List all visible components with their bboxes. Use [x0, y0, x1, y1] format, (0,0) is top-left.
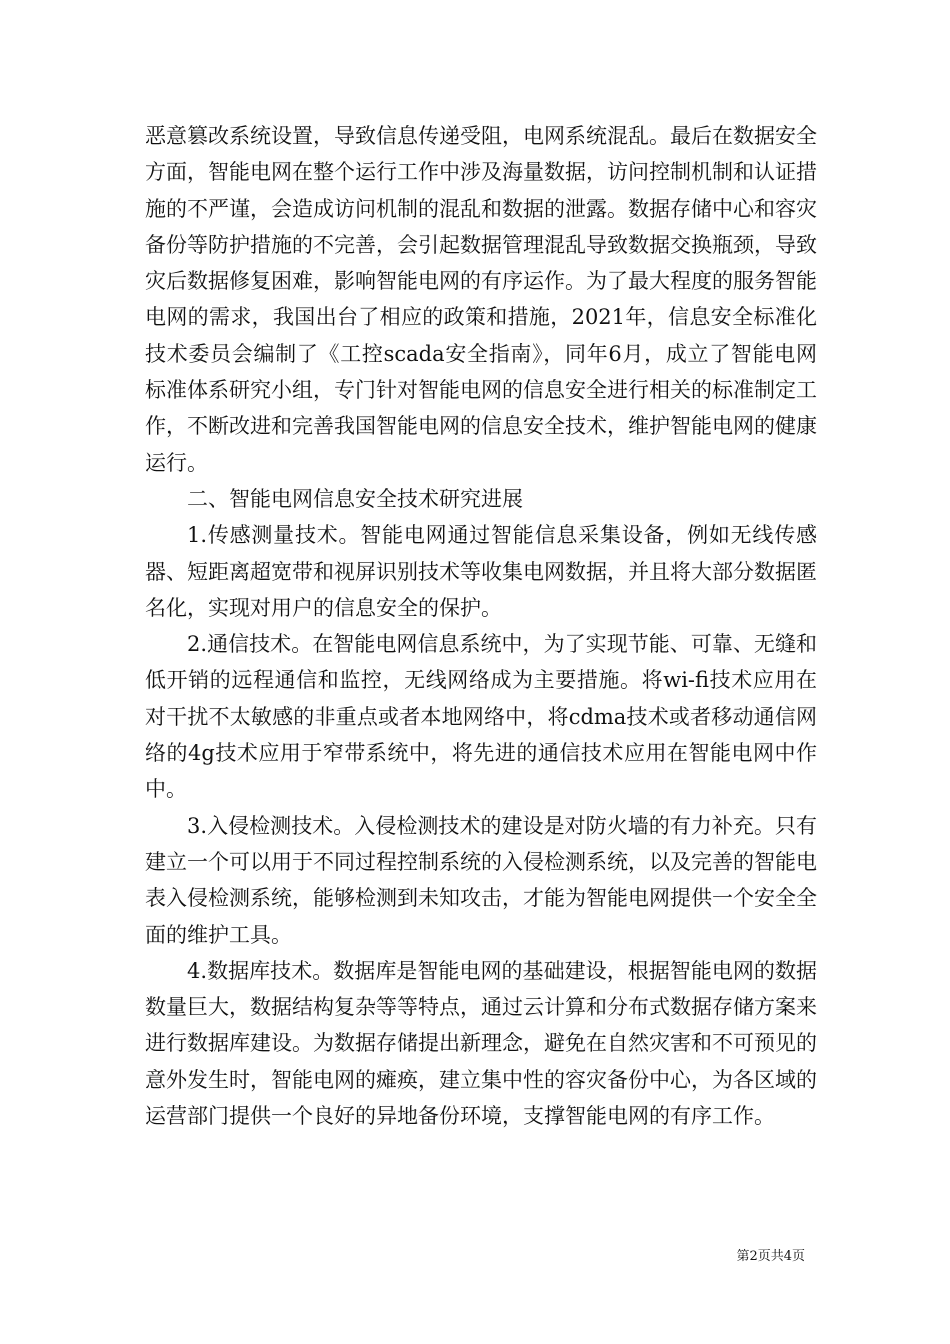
document-body — [145, 118, 817, 1134]
page-number: 第2页共4页 — [736, 1249, 805, 1264]
section-heading: 二、智能电网信息安全技术研究进展 — [187, 486, 523, 511]
paragraph-communication-tech: 2.通信技术。在智能电网信息系统中，为了实现节能、可靠、无缝和低开销的远程通信和监控，无线网络成为主要措施。将wi-fi技术应用在对干扰不太敏感的非重点或者本地网络中，将cdma技术或者移动通信网络的4g技术应用于窄带系统中，将先进的通信技术应用在智能电网中作中。 — [145, 632, 817, 802]
paragraph-intrusion-detection: 3.入侵检测技术。入侵检测技术的建设是对防火墙的有力补充。只有建立一个可以用于不同过程控制系统的入侵检测系统，以及完善的智能电表入侵检测系统，能够检测到未知攻击，才能为智能电网提供一个安全全面的维护工具。 — [145, 813, 817, 947]
paragraph-sensing-tech: 1.传感测量技术。智能电网通过智能信息采集设备，例如无线传感器、短距离超宽带和视屏识别技术等收集电网数据，并且将大部分数据匿名化，实现对用户的信息安全的保护。 — [145, 523, 817, 620]
paragraph-database-tech: 4.数据库技术。数据库是智能电网的基础建设，根据智能电网的数据数量巨大，数据结构复杂等等特点，通过云计算和分布式数据存储方案来进行数据库建设。为数据存储提出新理念，避免在自然灾害和不可预见的意外发生时，智能电网的瘫痪，建立集中性的容灾备份中心，为各区域的运营部门提供一个良好的异地备份环境，支撑智能电网的有序工作。 — [145, 958, 817, 1129]
paragraph-intro: 恶意篡改系统设置，导致信息传递受阻，电网系统混乱。最后在数据安全方面，智能电网在整个运行工作中涉及海量数据，访问控制机制和认证措施的不严谨，会造成访问机制的混乱和数据的泄露。数据存储中心和容灾备份等防护措施的不完善，会引起数据管理混乱导致数据交换瓶颈，导致灾后数据修复困难，影响智能电网的有序运作。为了最大程度的服务智能电网的需求，我国出台了相应的政策和措施，2021年，信息安全标准化技术委员会编制了《工控scada安全指南》，同年6月，成立了智能电网标准体系研究小组，专门针对智能电网的信息安全进行相关的标准制定工作，不断改进和完善我国智能电网的信息安全技术，维护智能电网的健康运行。 — [145, 124, 817, 475]
